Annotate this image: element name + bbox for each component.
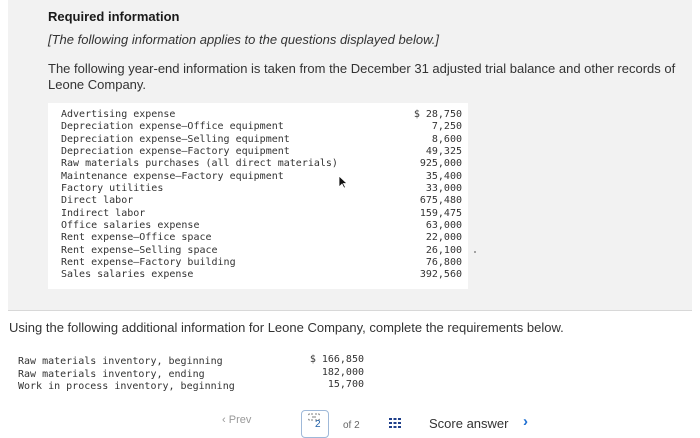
- table-row-value: 76,800: [425, 257, 462, 269]
- table-row-value: 26,100: [425, 244, 462, 256]
- table-row-label: Rent expense—Office space: [61, 232, 212, 244]
- bottom-navigation: [0, 408, 700, 431]
- table-row-label: Rent expense—Factory building: [61, 257, 236, 269]
- grid-icon[interactable]: [389, 418, 401, 428]
- table-row-label: Raw materials inventory, beginning: [18, 356, 223, 367]
- chevron-left-icon: ‹: [222, 414, 226, 426]
- additional-values: [298, 354, 364, 392]
- page-total: of 2: [343, 420, 360, 431]
- prev-button[interactable]: [222, 414, 251, 426]
- stray-dot: [474, 251, 476, 253]
- table-row-label: Direct labor: [61, 195, 134, 207]
- trial-balance-labels: [61, 109, 338, 282]
- table-row-label: Rent expense—Selling space: [61, 244, 218, 256]
- table-row-value: 392,560: [419, 269, 462, 281]
- table-row-label: Depreciation expense—Factory equipment: [61, 146, 290, 158]
- table-row-value: 159,475: [419, 207, 462, 219]
- table-row-label: Factory utilities: [61, 183, 164, 195]
- table-row-value: $ 28,750: [413, 109, 462, 120]
- table-row-value: 15,700: [327, 379, 364, 390]
- chevron-right-icon[interactable]: ›: [523, 413, 528, 430]
- intro-text: The following year-end information is taken from the December 31 adjusted trial balance and other records of Leone Company.: [48, 61, 676, 92]
- table-row-value: 7,250: [431, 121, 462, 133]
- table-row-label: Raw materials purchases (all direct materials): [61, 158, 338, 170]
- table-row-value: 35,400: [425, 170, 462, 182]
- prev-label: Prev: [228, 414, 252, 426]
- trial-balance-values: [386, 109, 462, 282]
- table-row-label: Office salaries expense: [61, 220, 200, 232]
- table-row-value: 675,480: [419, 195, 462, 207]
- additional-labels: [18, 356, 235, 394]
- table-row-value: 49,325: [425, 146, 462, 158]
- table-row-label: Advertising expense: [61, 109, 176, 120]
- table-row-value: 925,000: [419, 158, 462, 170]
- table-row-value: 8,600: [431, 133, 462, 145]
- table-row-label: Depreciation expense—Office equipment: [61, 121, 284, 133]
- score-answer-button[interactable]: Score answer: [429, 416, 509, 431]
- table-row-label: Maintenance expense—Factory equipment: [61, 170, 284, 182]
- additional-info-text: Using the following additional information for Leone Company, complete the requirements below.: [9, 320, 564, 335]
- table-row-value: 182,000: [321, 366, 364, 378]
- table-row-label: Depreciation expense—Selling equipment: [61, 133, 290, 145]
- info-subtitle: [The following information applies to the questions displayed below.]: [48, 32, 439, 47]
- page-number: 2: [315, 419, 321, 430]
- table-row-value: $ 166,850: [309, 354, 364, 365]
- required-info-title: Required information: [48, 9, 180, 24]
- table-row-label: Work in process inventory, beginning: [18, 381, 235, 392]
- mouse-cursor-icon: [338, 175, 348, 189]
- table-row-label: Raw materials inventory, ending: [18, 368, 205, 380]
- table-row-label: Indirect labor: [61, 207, 146, 219]
- table-row-value: 22,000: [425, 232, 462, 244]
- table-row-label: Sales salaries expense: [61, 269, 194, 281]
- table-row-value: 63,000: [425, 220, 462, 232]
- table-row-value: 33,000: [425, 183, 462, 195]
